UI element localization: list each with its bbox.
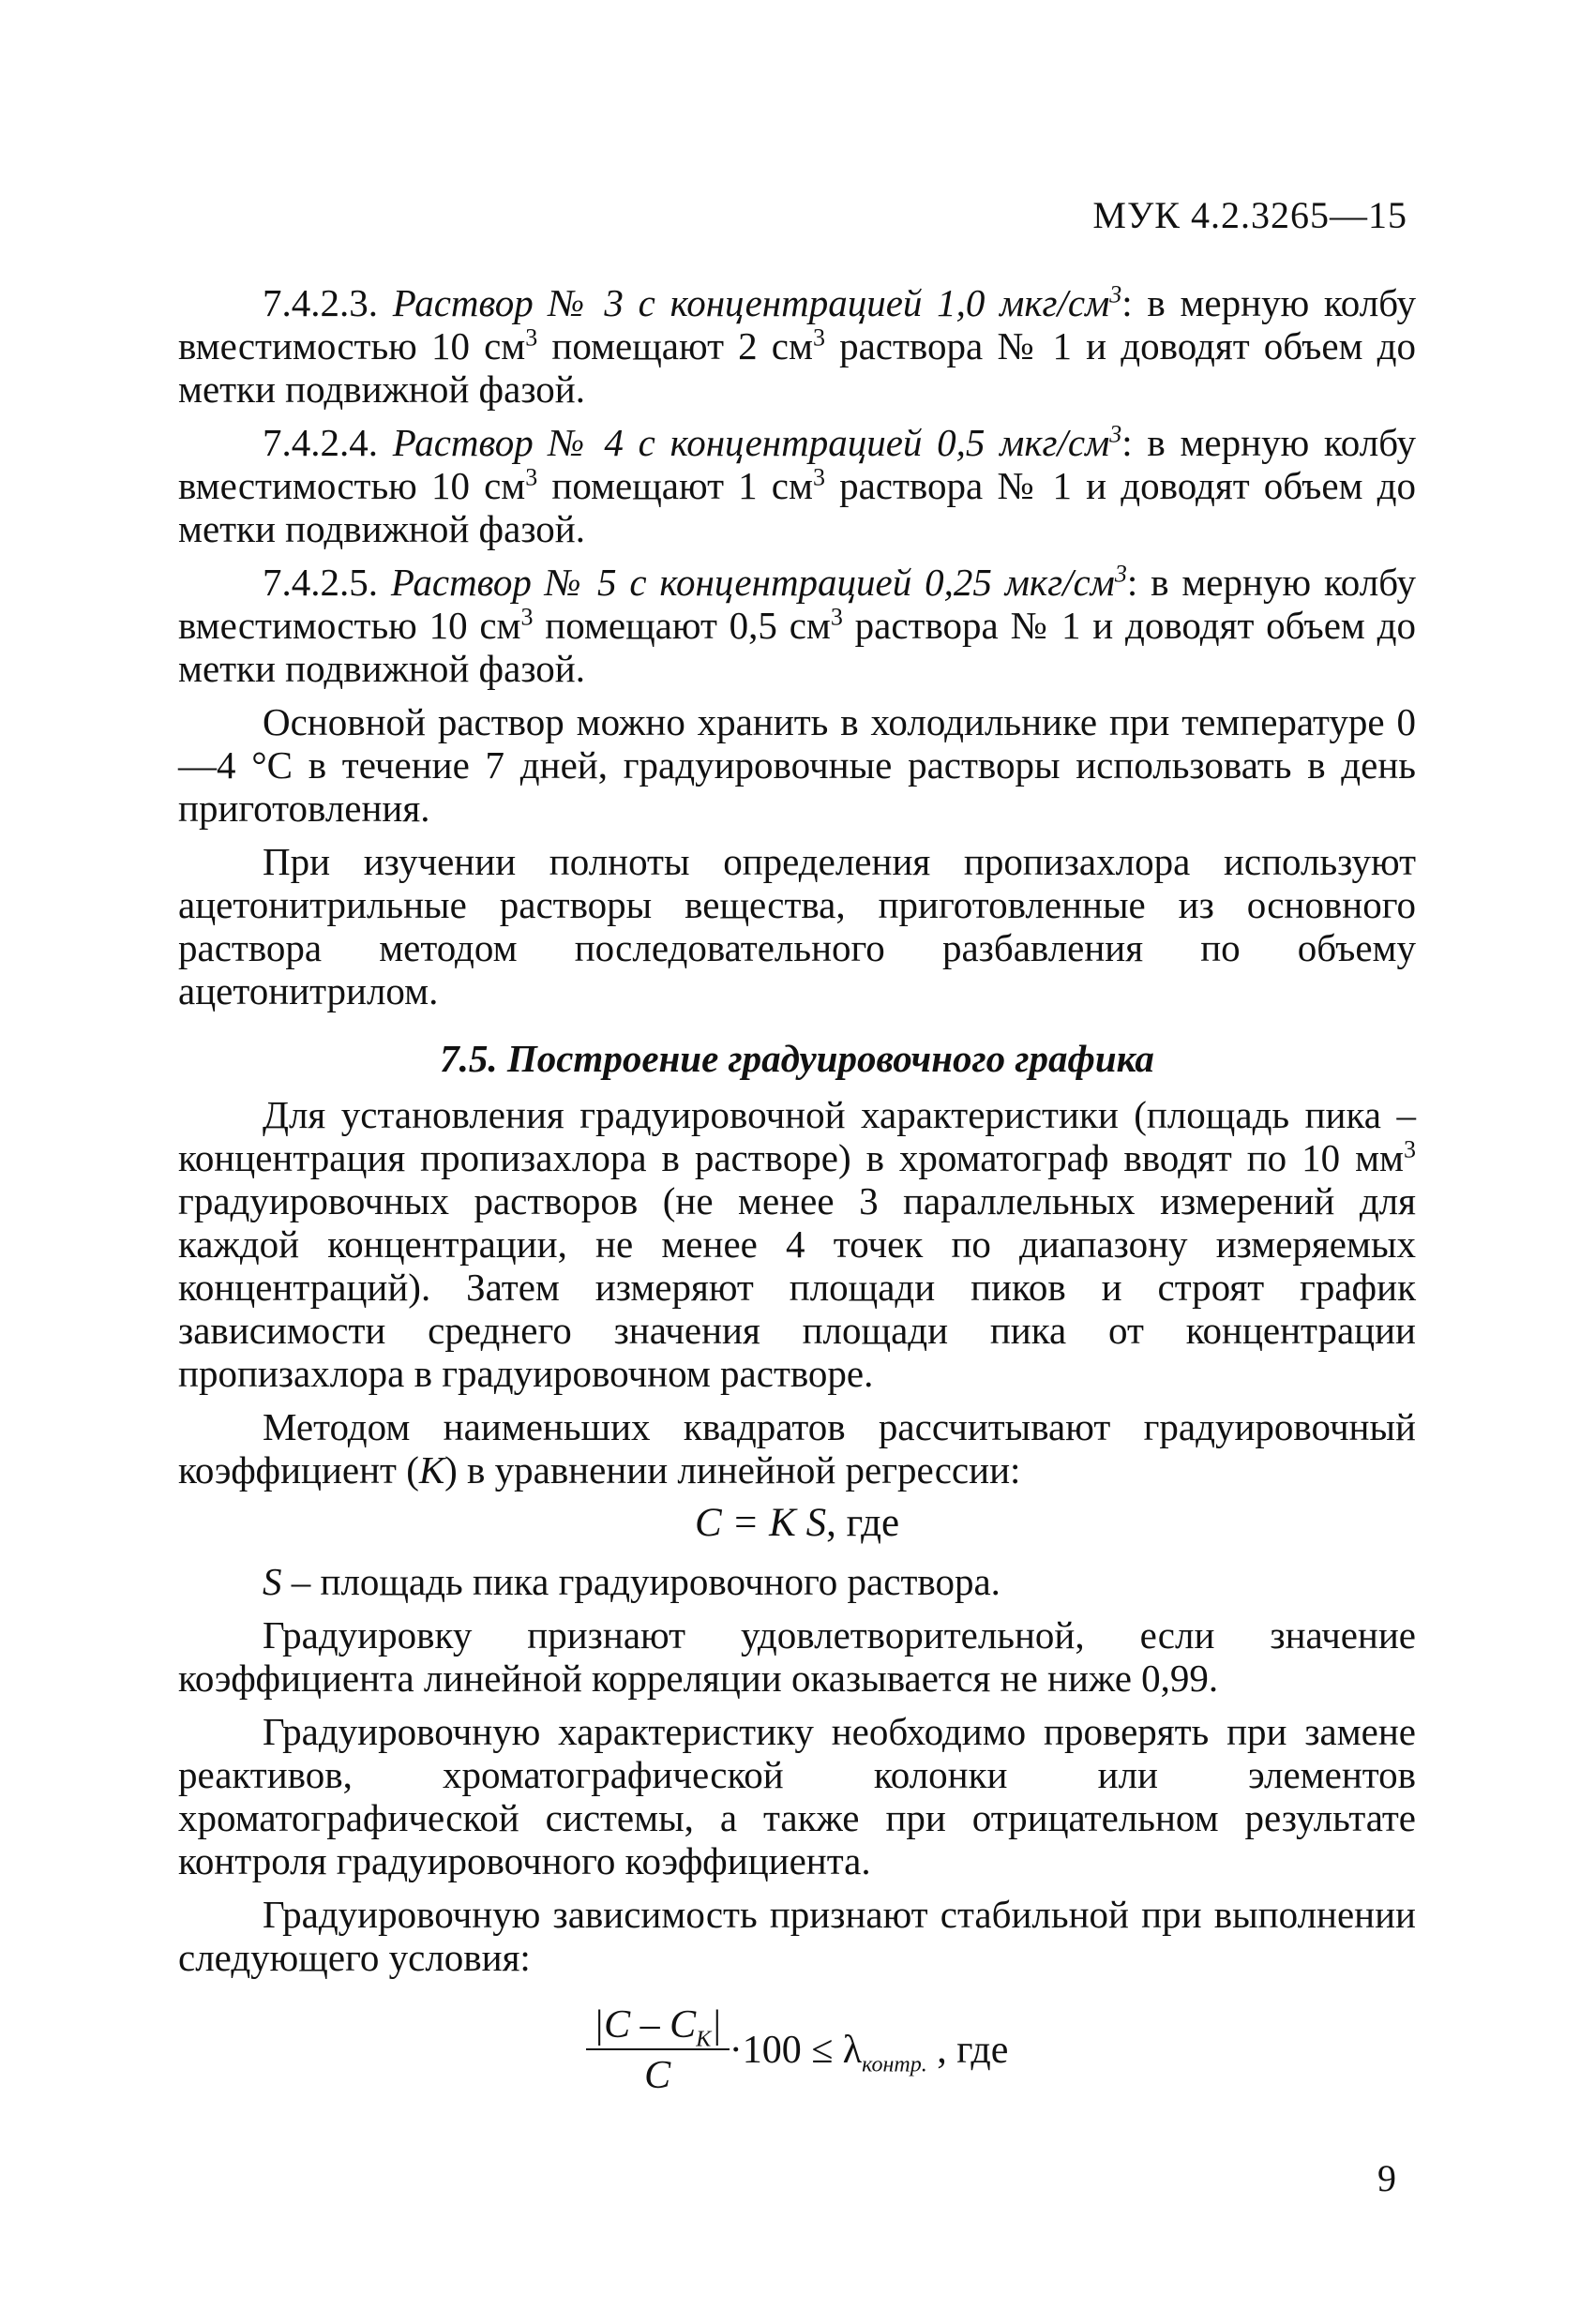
- superscript: 3: [812, 323, 825, 352]
- superscript: 3: [525, 323, 538, 352]
- item-text: помещают 0,5 см: [533, 604, 831, 647]
- fraction-denominator: C: [644, 2054, 671, 2097]
- calibration-paragraph-4: Градуировочную характеристику необходимо проверять при замене реактивов, хроматографической колонки или элементов хроматографической системы, а также при отрицательном результате контроля градуировочного коэффициента.: [178, 1710, 1416, 1882]
- formula-rest: [729, 2029, 1009, 2077]
- item-title: Раствор № 3 с концентрацией 1,0 мкг/см: [392, 281, 1110, 324]
- definition-text: – площадь пика градуировочного раствора.: [281, 1560, 1001, 1603]
- calibration-paragraph-5: Градуировочную зависимость признают стабильной при выполнении следующего условия:: [178, 1893, 1416, 1979]
- formula-tail: , где: [826, 1501, 900, 1545]
- page-number: 9: [1377, 2157, 1396, 2199]
- item-7-4-2-3: [178, 281, 1416, 411]
- item-7-4-2-4: [178, 421, 1416, 550]
- superscript: 3: [1109, 280, 1122, 308]
- superscript: 3: [812, 463, 825, 491]
- item-title: Раствор № 4 с концентрацией 0,5 мкг/см: [392, 421, 1110, 464]
- item-text: : в мерную колбу вместимостью 10 см: [178, 421, 1416, 507]
- paragraph-text: Методом наименьших квадратов рассчитывают градуировочный коэффициент (: [178, 1405, 1416, 1492]
- calibration-paragraph-3: Градуировку признают удовлетворительной, если значение коэффициента линейной корреляции оказывается не ниже 0,99.: [178, 1613, 1416, 1700]
- formula-rest-text: ·100 ≤ λ: [729, 2029, 863, 2072]
- superscript: 3: [830, 603, 843, 631]
- item-text: : в мерную колбу вместимостью 10 см: [178, 561, 1417, 647]
- item-text: раствора № 1 и доводят объем до метки подвижной фазой.: [178, 604, 1416, 690]
- superscript: 3: [1114, 560, 1127, 588]
- completeness-paragraph: При изучении полноты определения пропизахлора используют ацетонитрильные растворы вещества, приготовленные из основного раствора методом последовательного разбавления по объему ацетонитрилом.: [178, 840, 1416, 1012]
- item-number: 7.4.2.3.: [263, 281, 378, 324]
- item-number: 7.4.2.5.: [263, 561, 378, 604]
- subscript: контр.: [862, 2052, 927, 2077]
- item-7-4-2-5: [178, 561, 1416, 690]
- paragraph-text: ) в уравнении линейной регрессии:: [444, 1448, 1021, 1492]
- item-text: раствора № 1 и доводят объем до метки подвижной фазой.: [178, 464, 1416, 550]
- formula-expression: C = K S: [694, 1501, 827, 1545]
- storage-paragraph: Основной раствор можно хранить в холодильнике при температуре 0—4 °С в течение 7 дней, градуировочные растворы использовать в день приготовления.: [178, 700, 1416, 830]
- item-text: : в мерную колбу вместимостью 10 см: [178, 281, 1416, 367]
- paragraph-text: Для установления градуировочной характеристики (площадь пика – концентрация пропизахлора в растворе) в хроматограф вводят по 10 мм: [178, 1093, 1416, 1179]
- item-number: 7.4.2.4.: [263, 421, 378, 464]
- superscript: 3: [1404, 1135, 1416, 1163]
- page-content: [178, 281, 1416, 2097]
- fraction-numerator: [586, 2003, 730, 2050]
- coefficient-symbol: К: [418, 1448, 445, 1492]
- superscript: 3: [1109, 420, 1122, 448]
- item-text: раствора № 1 и доводят объем до метки подвижной фазой.: [178, 324, 1416, 411]
- variable-symbol: S: [263, 1560, 282, 1603]
- numerator-text: |C – C: [593, 2003, 697, 2047]
- numerator-close: |: [711, 2003, 722, 2047]
- superscript: 3: [520, 603, 534, 631]
- s-definition: [178, 1560, 1416, 1603]
- stability-formula: [178, 2003, 1416, 2097]
- paragraph-text: градуировочных растворов (не менее 3 параллельных измерений для каждой концентрации, не менее 4 точек по диапазону измеряемых концентраций). Затем измеряют площади пиков и строят график зависимости среднего значения площади пика от концентрации пропизахлора в градуировочном растворе.: [178, 1179, 1416, 1395]
- section-title: 7.5. Построение градуировочного графика: [440, 1037, 1154, 1080]
- item-title: Раствор № 5 с концентрацией 0,25 мкг/см: [390, 561, 1115, 604]
- document-code: МУК 4.2.3265—15: [1092, 194, 1407, 236]
- subscript: K: [696, 2027, 712, 2052]
- formula-tail: , где: [926, 2029, 1009, 2072]
- formula-fraction: [586, 2003, 730, 2097]
- superscript: 3: [525, 463, 538, 491]
- calibration-paragraph-1: [178, 1093, 1416, 1395]
- item-text: помещают 2 см: [537, 324, 813, 367]
- item-text: помещают 1 см: [537, 464, 813, 507]
- regression-formula: [178, 1502, 1416, 1545]
- calibration-paragraph-2: [178, 1405, 1416, 1492]
